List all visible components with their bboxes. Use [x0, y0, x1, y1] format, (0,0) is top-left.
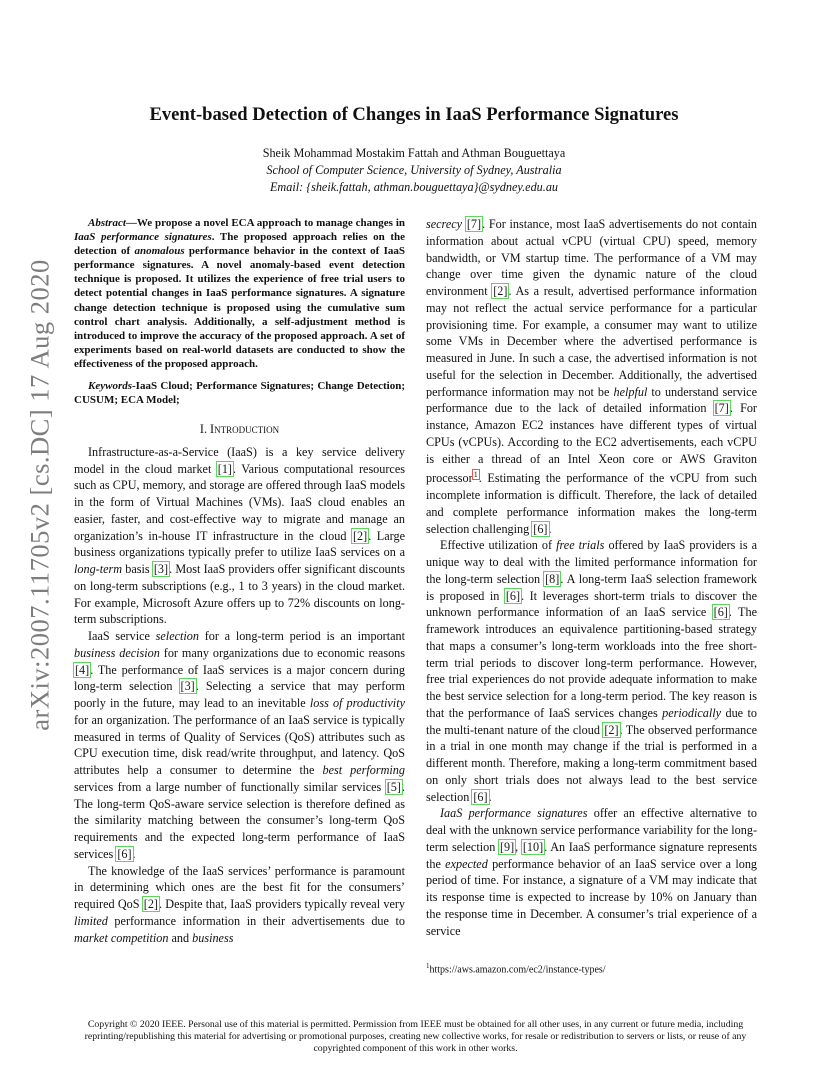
- citation-link[interactable]: [6]: [505, 588, 521, 603]
- left-column: [74, 216, 405, 946]
- affiliation: School of Computer Science, University of Sydney, Australia: [266, 163, 562, 177]
- citation-link[interactable]: [3]: [180, 679, 195, 694]
- intro-paragraph-2: IaaS service selection for a long-term period is an important business decision for many organizations due to economic reasons [4]. The performance of IaaS services is a major concern during long-term selection [3]. Selecting a service that may perform poorly in the future, may lead to an inevitable loss of productivity for an organization. The performance of an IaaS service is typically measured in terms of Quality of Services (QoS) attributes such as CPU execution time, disk read/write throughput, and latency. QoS attributes help a consumer to determine the best performing services from a large number of functionally similar services [5]. The long-term QoS-aware service selection is therefore defined as the similarity matching between the consumer’s long-term QoS requirements and the expected long-term performance of IaaS services [6].: [74, 629, 405, 861]
- citation-link[interactable]: [6]: [713, 605, 728, 620]
- citation-link[interactable]: [6]: [533, 521, 548, 536]
- right-column: [426, 216, 757, 939]
- citation-link[interactable]: [6]: [117, 846, 132, 861]
- citation-link[interactable]: [1]: [217, 461, 232, 476]
- arxiv-id: arXiv:2007.11705v2 [cs.DC] 17 Aug 2020: [24, 259, 55, 731]
- abstract: Abstract—We propose a novel ECA approach to manage changes in IaaS performance signatures. The proposed approach relies on the detection of anomalous performance behavior in the context of IaaS performance signatures. A novel anomaly-based event detection technique is proposed. It utilizes the experience of free trial users to detect potential changes in IaaS performance signatures. A signature change detection technique is proposed using the cumulative sum control chart analysis. Additionally, a self-adjustment method is introduced to improve the accuracy of the proposed approach. A set of experiments based on real-world datasets are conducted to show the effectiveness of the proposed approach.: [74, 217, 405, 370]
- intro-paragraph-3-continued: secrecy [7]. For instance, most IaaS advertisements do not contain information about actual vCPU (virtual CPU) speed, memory bandwidth, or VM startup time. The performance of a VM may change over time given the dynamic nature of the cloud environment [2]. As a result, advertised performance information may not reflect the actual service performance for a particular provisioning time. For example, a consumer may want to utilize some VMs in December where the advertised performance is measured in June. In such a case, the advertised information is not useful for the selection in December. Additionally, the advertised performance information may not be helpful to understand service performance due to the lack of detailed information [7]. For instance, Amazon EC2 instances have different types of virtual CPUs (vCPUs). According to the EC2 advertisements, each vCPU is either a thread of an Intel Xeon core or AWS Graviton processor$^1$. Estimating the performance of the vCPU from such incomplete information is difficult. Therefore, the lack of detailed and complete performance information makes the long-term selection challenging [6].: [426, 217, 757, 536]
- email: Email: {sheik.fattah, athman.bouguettaya}@sydney.edu.au: [269, 180, 559, 194]
- citation-link[interactable]: [2]: [493, 284, 508, 298]
- citation-link[interactable]: [2]: [604, 722, 619, 737]
- intro-paragraph-4: Effective utilization of free trials offered by IaaS providers is a unique way to deal with the limited performance information for the long-term selection [8]. A long-term IaaS selection framework is proposed in [6]. It leverages short-term trials to discover the unknown performance information of an IaaS service [6]. The framework introduces an equivalence partitioning-based strategy that maps a consumer’s long-term workloads into the free short-term trial periods to discover long-term performance. However, free trial experiences do not provide adequate information to make the best service selection for a long-term period. The key reason is that the performance of IaaS services changes periodically due to the multi-tenant nature of the cloud [2]. The observed performance in a trial in one month may change if the trial is performed in a different month. Therefore, making a long-term commitment based on only short trials does not always lead to the best service selection [6].: [426, 538, 758, 804]
- footnote-url[interactable]: https://aws.amazon.com/ec2/instance-types/: [429, 964, 606, 976]
- citation-link[interactable]: [6]: [473, 789, 488, 804]
- section-heading-introduction: I. Introduction: [199, 422, 280, 437]
- intro-paragraph-1: Infrastructure-as-a-Service (IaaS) is a key service delivery model in the cloud market [1]. Various computational resources such as CPU, memory, and storage are offered through IaaS models in the form of Virtual Machines (VMs). IaaS cloud enables an easier, faster, and cost-effective way to migrate and manage an organization’s in-house IT infrastructure in the cloud [2]. Large business organizations typically prefer to utilize IaaS services on a long-term basis [3]. Most IaaS providers offer significant discounts on long-term subscriptions (e.g., 1 to 3 years) in the cloud market. For example, Microsoft Azure offers up to 72% discounts on long-term subscriptions.: [74, 444, 406, 627]
- citation-link[interactable]: [8]: [545, 571, 560, 586]
- citation-link[interactable]: [7]: [714, 401, 729, 416]
- intro-paragraph-5: IaaS performance signatures offer an effective alternative to deal with the unknown service performance variability for the long-term selection [9], [10]. An IaaS performance signature represents the expected performance behavior of an IaaS service over a long period of time. For instance, a signature of a VM may indicate that its response time is expected to increase by 10% on January than the response time in December. A consumer’s trial experience of a service: [426, 806, 758, 938]
- citation-link[interactable]: [9]: [499, 839, 515, 854]
- citation-link[interactable]: [3]: [153, 562, 169, 577]
- footnote-link[interactable]: 1: [473, 470, 478, 480]
- citation-link[interactable]: [7]: [466, 217, 482, 231]
- citation-link[interactable]: [2]: [143, 897, 158, 912]
- keywords: Keywords-IaaS Cloud; Performance Signatures; Change Detection; CUSUM; ECA Model;: [74, 380, 405, 407]
- citation-link[interactable]: [5]: [386, 779, 401, 794]
- citation-link[interactable]: [10]: [522, 839, 544, 854]
- author-list: Sheik Mohammad Mostakim Fattah and Athman Bouguettaya: [262, 146, 566, 160]
- footnote: $^1$https://aws.amazon.com/ec2/instance-types/: [426, 962, 606, 976]
- copyright-notice: Copyright © 2020 IEEE. Personal use of this material is permitted. Permission from IEEE must be obtained for all other uses, in any current or future media, including reprinting/republishing this material for advertising or promotional purposes, creating new collective works, for resale or redistribution to servers or lists, or reuse of any copyrighted component of this work in other works.: [84, 1019, 747, 1055]
- citation-link[interactable]: [4]: [75, 662, 90, 677]
- paper-title: Event-based Detection of Changes in IaaS Performance Signatures: [149, 104, 679, 125]
- intro-paragraph-3: The knowledge of the IaaS services’ performance is paramount in determining which ones are the best fit for the consumers’ required QoS [2]. Despite that, IaaS providers typically reveal very limited performance information in their advertisements due to market competition and business: [74, 863, 405, 945]
- citation-link[interactable]: [2]: [352, 528, 368, 543]
- arxiv-sidebar: [20, 259, 60, 731]
